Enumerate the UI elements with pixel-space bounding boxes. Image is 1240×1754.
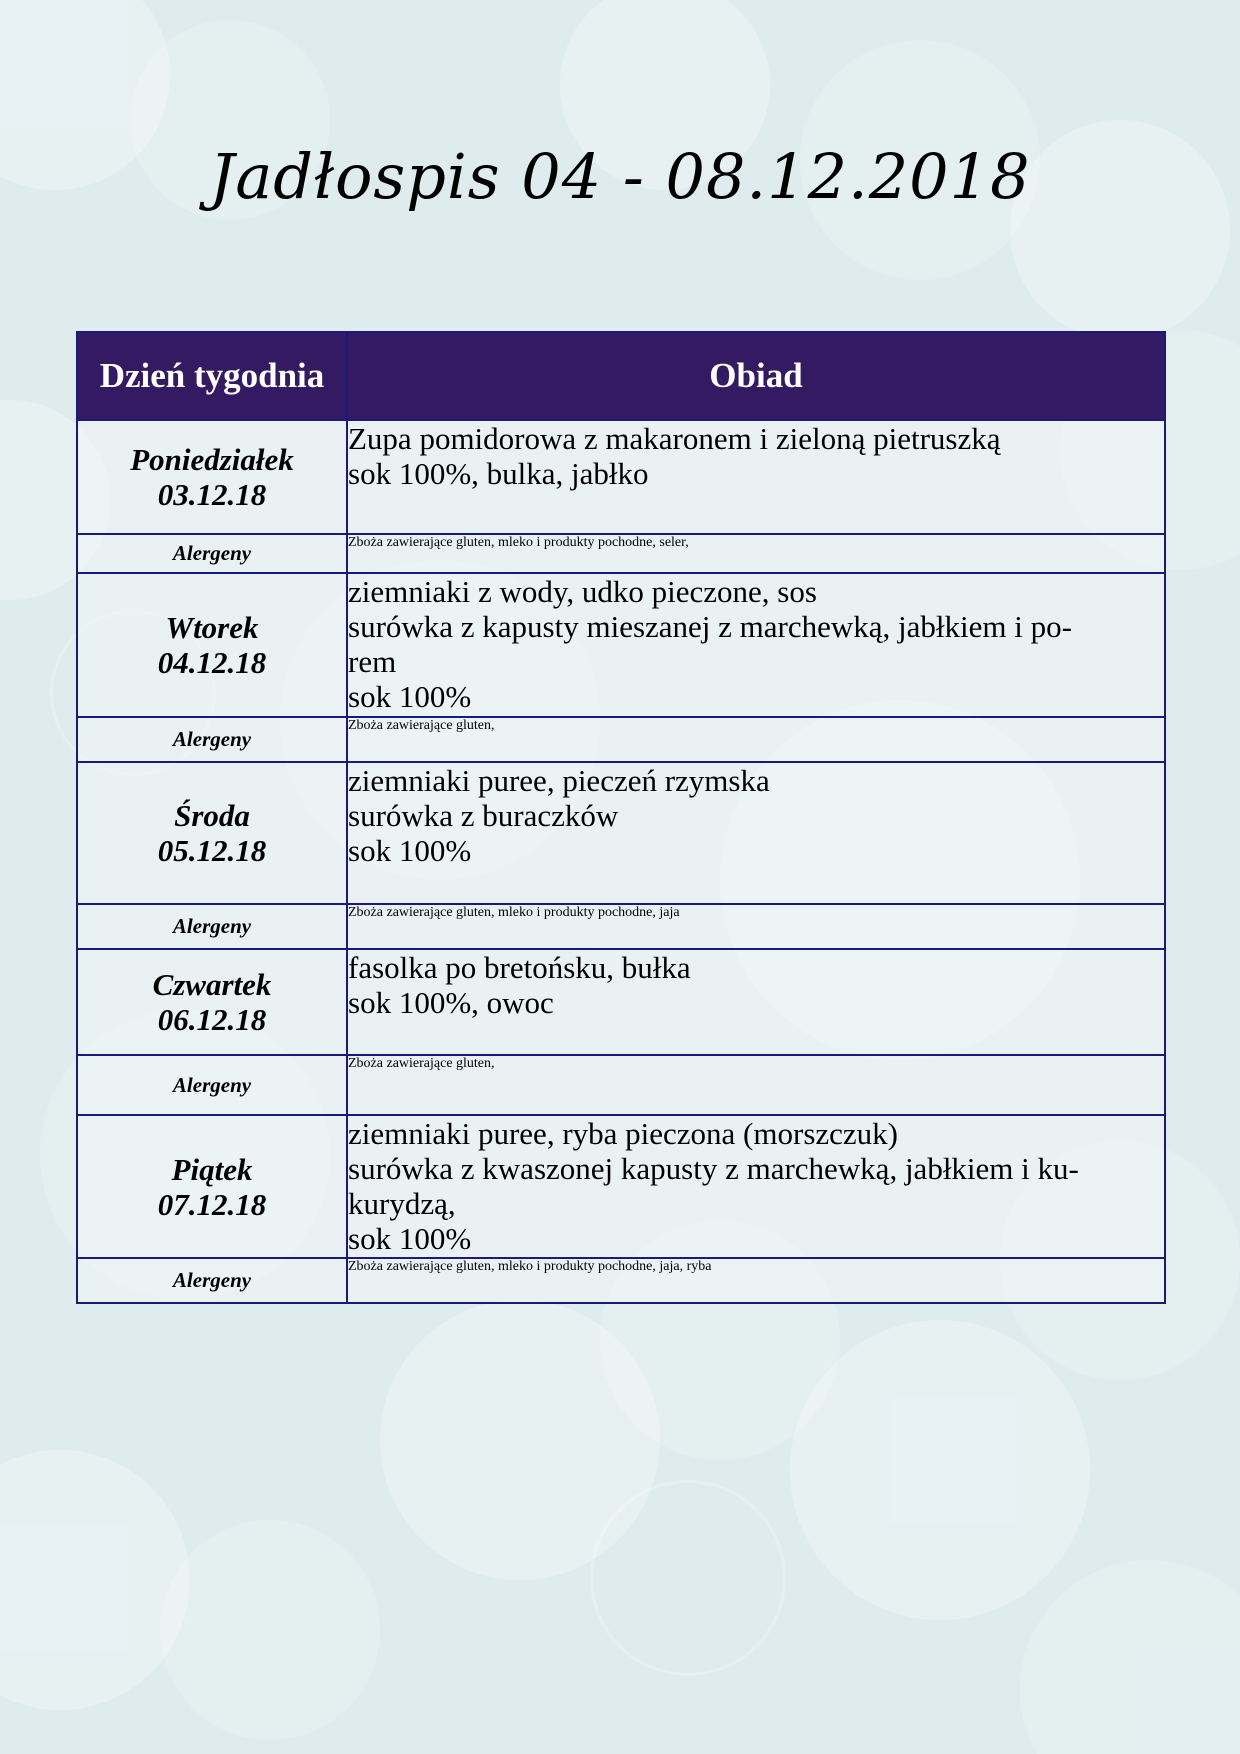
allergen-label: Alergeny: [77, 1258, 347, 1303]
meal-cell: [347, 762, 1165, 904]
allergen-row: [77, 534, 1165, 573]
allergen-row: [77, 1258, 1165, 1303]
day-cell: [77, 573, 347, 717]
meal-line: sok 100%, bulka, jabłko: [348, 456, 649, 491]
allergen-text: Zboża zawierające gluten,: [347, 1055, 1165, 1115]
header-meal-column: Obiad: [347, 332, 1165, 420]
meal-cell: [347, 573, 1165, 717]
allergen-text: Zboża zawierające gluten, mleko i produkty pochodne, jaja, ryba: [347, 1258, 1165, 1303]
allergen-label: Alergeny: [77, 534, 347, 573]
day-date: 03.12.18: [157, 477, 267, 512]
day-name: Piątek: [171, 1151, 253, 1187]
day-row: [77, 762, 1165, 904]
meal-line: Zupa pomidorowa z makaronem i zieloną pietruszką: [348, 421, 1001, 456]
day-name: Czwartek: [152, 967, 272, 1002]
meal-line: surówka z kapusty mieszanej z marchewką, jabłkiem i po-: [348, 609, 1072, 644]
day-name: Środa: [174, 798, 250, 833]
meal-line: ziemniaki z wody, udko pieczone, sos: [348, 574, 817, 609]
day-cell: [77, 949, 347, 1055]
meal-line: fasolka po bretońsku, bułka: [348, 950, 691, 985]
day-row: [77, 1115, 1165, 1258]
meal-line: sok 100%: [348, 833, 472, 868]
allergen-row: [77, 717, 1165, 762]
day-name: Wtorek: [165, 610, 259, 645]
meal-line: sok 100%: [348, 679, 472, 714]
meal-cell: [347, 1115, 1165, 1258]
meal-cell: [347, 420, 1165, 534]
allergen-label: Alergeny: [77, 1055, 347, 1115]
meal-line: sok 100%: [348, 1221, 472, 1256]
allergen-text: Zboża zawierające gluten, mleko i produkty pochodne, jaja: [347, 904, 1165, 949]
menu-table: [76, 331, 1166, 1304]
allergen-row: [77, 1055, 1165, 1115]
header-day-column: Dzień tygodnia: [77, 332, 347, 420]
header-row: [77, 332, 1165, 420]
page-title: Jadłospis 04 - 08.12.2018: [209, 140, 1031, 213]
meal-line: surówka z buraczków: [348, 798, 619, 833]
meal-line: surówka z kwaszonej kapusty z marchewką, jabłkiem i ku-: [348, 1151, 1079, 1186]
allergen-text: Zboża zawierające gluten, mleko i produkty pochodne, seler,: [347, 534, 1165, 573]
day-date: 06.12.18: [157, 1002, 267, 1037]
allergen-text: Zboża zawierające gluten,: [347, 717, 1165, 762]
meal-line: ziemniaki puree, ryba pieczona (morszczuk): [348, 1116, 898, 1151]
allergen-label: Alergeny: [77, 717, 347, 762]
day-row: [77, 573, 1165, 717]
day-date: 05.12.18: [157, 833, 267, 868]
day-cell: [77, 420, 347, 534]
day-date: 07.12.18: [157, 1186, 267, 1222]
day-cell: [77, 762, 347, 904]
day-date: 04.12.18: [157, 645, 267, 680]
meal-line: kurydzą,: [348, 1186, 456, 1221]
day-name: Poniedziałek: [130, 442, 294, 477]
allergen-label: Alergeny: [77, 904, 347, 949]
day-row: [77, 949, 1165, 1055]
day-row: [77, 420, 1165, 534]
allergen-row: [77, 904, 1165, 949]
meal-line: rem: [348, 644, 397, 679]
meal-line: ziemniaki puree, pieczeń rzymska: [348, 763, 770, 798]
day-cell: [77, 1115, 347, 1258]
meal-line: sok 100%, owoc: [348, 985, 554, 1020]
meal-cell: [347, 949, 1165, 1055]
